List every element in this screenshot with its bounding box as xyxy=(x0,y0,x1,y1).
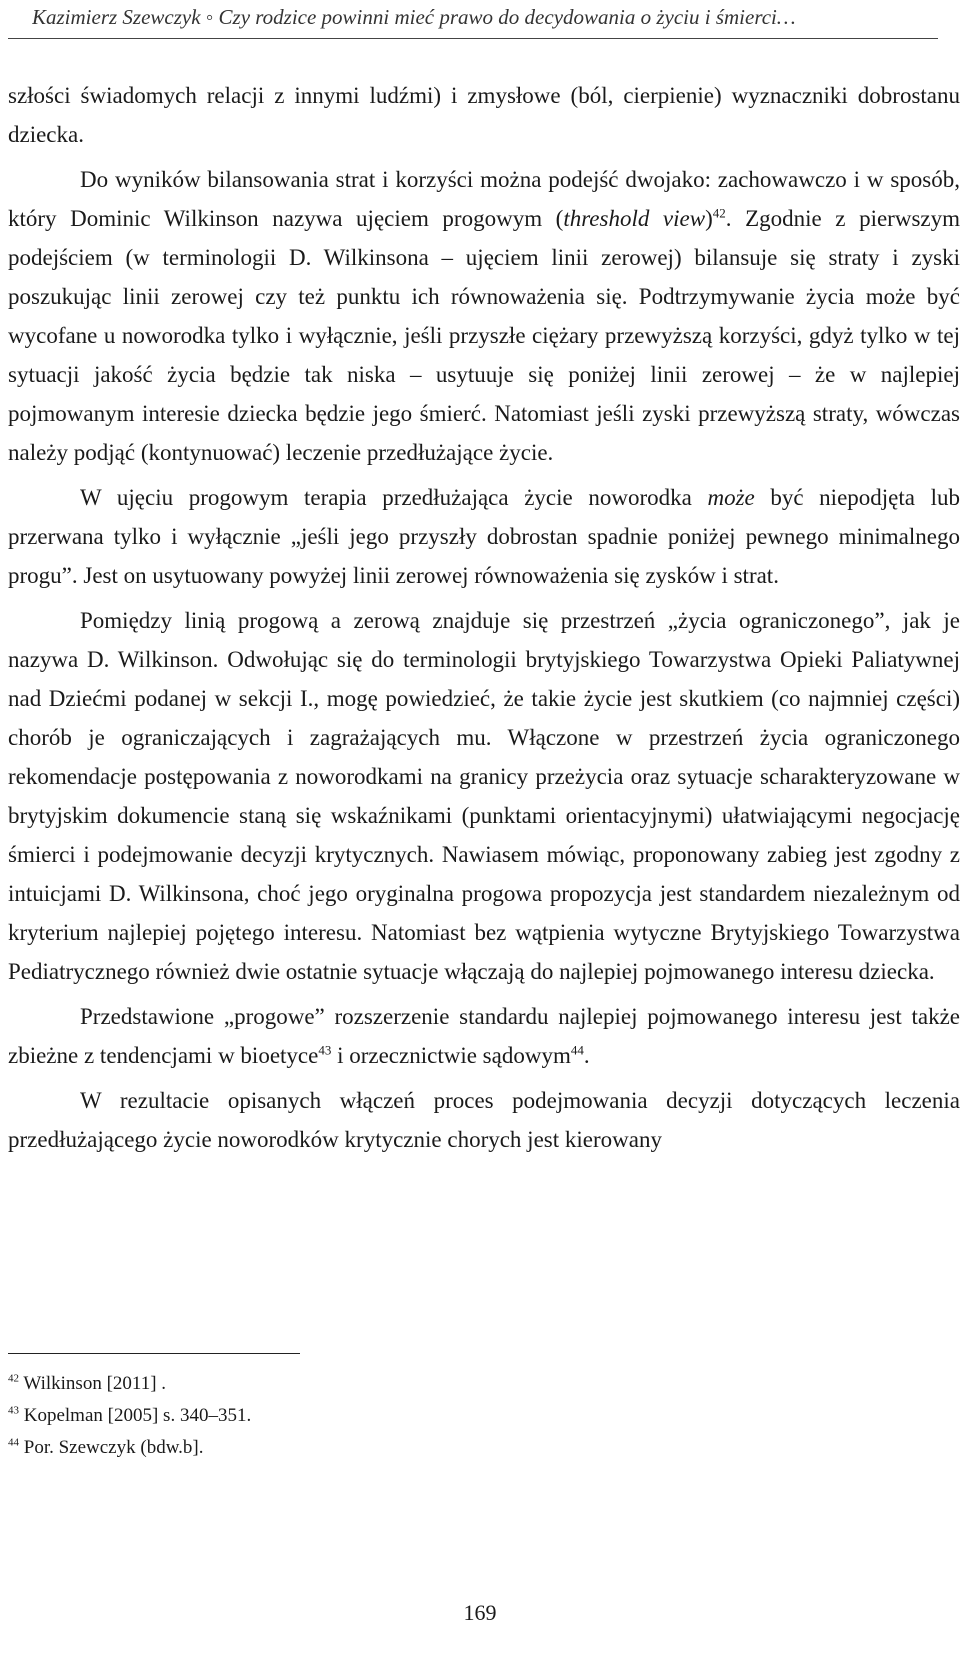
text-run: . Zgodnie z pierwszym podejściem (w terminologii D. Wilkinsona – ujęciem linii zerowej) bilansuje się straty i zyski poszukując linii zerowej czy też punktu ich równoważenia się. Podtrzymywanie życia może być wycofane u noworodka tylko i wyłącznie, jeśli przyszłe ciężary przewyższą korzyści, gdyż tylko w tej sytuacji jakość życia będzie tak niska – usytuuje się poniżej linii zerowej – że w najlepiej pojmowanym interesie dziecka będzie jego śmierć. Natomiast jeśli zyski przewyższą straty, wówczas należy podjąć (kontynuować) leczenie przedłużające życie. xyxy=(8,206,960,465)
footnote xyxy=(8,1400,908,1432)
footnote-divider xyxy=(8,1353,300,1354)
text-run: Przedstawione „progowe” rozszerzenie standardu najlepiej pojmowanego interesu jest także zbieżne z tendencjami w bioetyce xyxy=(8,1004,960,1068)
footnote-reference: 43 xyxy=(318,1042,332,1058)
page-number: 169 xyxy=(463,1600,497,1625)
footnote-number: 42 xyxy=(8,1372,19,1385)
footnote-text: Wilkinson [2011] . xyxy=(23,1373,167,1394)
italic-text: może xyxy=(707,485,755,510)
text-run: W ujęciu progowym terapia przedłużająca życie noworodka xyxy=(80,485,708,510)
text-run: Pomiędzy linią progową a zerową znajduje się przestrzeń „życia ograniczonego”, jak je nazywa D. Wilkinson. Odwołując się do terminologii brytyjskiego Towarzystwa Opieki Paliatywnej nad Dziećmi podanej w sekcji I., mogę powiedzieć, że takie życie jest skutkiem (co najmniej części) chorób je ograniczających i zagrażających mu. Włączone w przestrzeń życia ograniczonego rekomendacje postępowania z noworodkami na granicy przeżycia oraz sytuacje scharakteryzowane w brytyjskim dokumencie staną się wskaźnikami (punktami orientacyjnymi) ułatwiającymi negocjację śmierci i podejmowanie decyzji krytycznych. Nawiasem mówiąc, proponowany zabieg jest zgodny z intuicjami D. Wilkinsona, choć jego oryginalna progowa propozycja jest standardem niezależnym od kryterium najlepiej pojętego interesu. Natomiast bez wątpienia wytyczne Brytyjskiego Towarzystwa Pediatrycznego również dwie ostatnie sytuacje włączają do najlepiej pojmowanego interesu dziecka. xyxy=(8,608,960,984)
footnotes xyxy=(8,1368,908,1464)
running-header: Kazimierz Szewczyk ◦ Czy rodzice powinni mieć prawo do decydowania o życiu i śmierci… xyxy=(32,5,796,29)
footnote-text: Por. Szewczyk (bdw.b]. xyxy=(23,1437,204,1458)
text-run: ) xyxy=(705,206,713,231)
footnote xyxy=(8,1368,908,1400)
paragraph xyxy=(8,997,960,1075)
paragraph xyxy=(8,478,960,595)
text-run: W rezultacie opisanych włączeń proces podejmowania decyzji dotyczących leczenia przedłużającego życie noworodków krytycznie chorych jest kierowany xyxy=(8,1088,960,1152)
paragraph xyxy=(8,601,960,991)
footnote-number: 43 xyxy=(8,1404,19,1417)
italic-text: threshold view xyxy=(563,206,706,231)
header-divider xyxy=(8,38,938,39)
body-text xyxy=(8,76,960,1159)
paragraph xyxy=(8,76,960,154)
text-run: Do wyników bilansowania strat i korzyści można podejść dwojako: zachowawczo i w sposób, który Dominic Wilkinson nazywa ujęciem progowym ( xyxy=(8,167,960,231)
footnote xyxy=(8,1432,908,1464)
footnote-reference: 44 xyxy=(570,1042,584,1058)
footnote-reference: 42 xyxy=(712,205,726,221)
text-run: szłości świadomych relacji z innymi ludźmi) i zmysłowe (ból, cierpienie) wyznaczniki dobrostanu dziecka. xyxy=(8,83,960,147)
footnote-number: 44 xyxy=(8,1436,19,1449)
paragraph xyxy=(8,1081,960,1159)
text-run: być niepodjęta lub przerwana tylko i wyłącznie „jeśli jego przyszły dobrostan spadnie poniżej pewnego minimalnego progu”. Jest on usytuowany powyżej linii zerowej równoważenia się zysków i strat. xyxy=(8,485,960,588)
footnote-text: Kopelman [2005] s. 340–351. xyxy=(23,1405,252,1426)
text-run: i orzecznictwie sądowym xyxy=(331,1043,571,1068)
paragraph xyxy=(8,160,960,472)
text-run: . xyxy=(583,1043,590,1068)
